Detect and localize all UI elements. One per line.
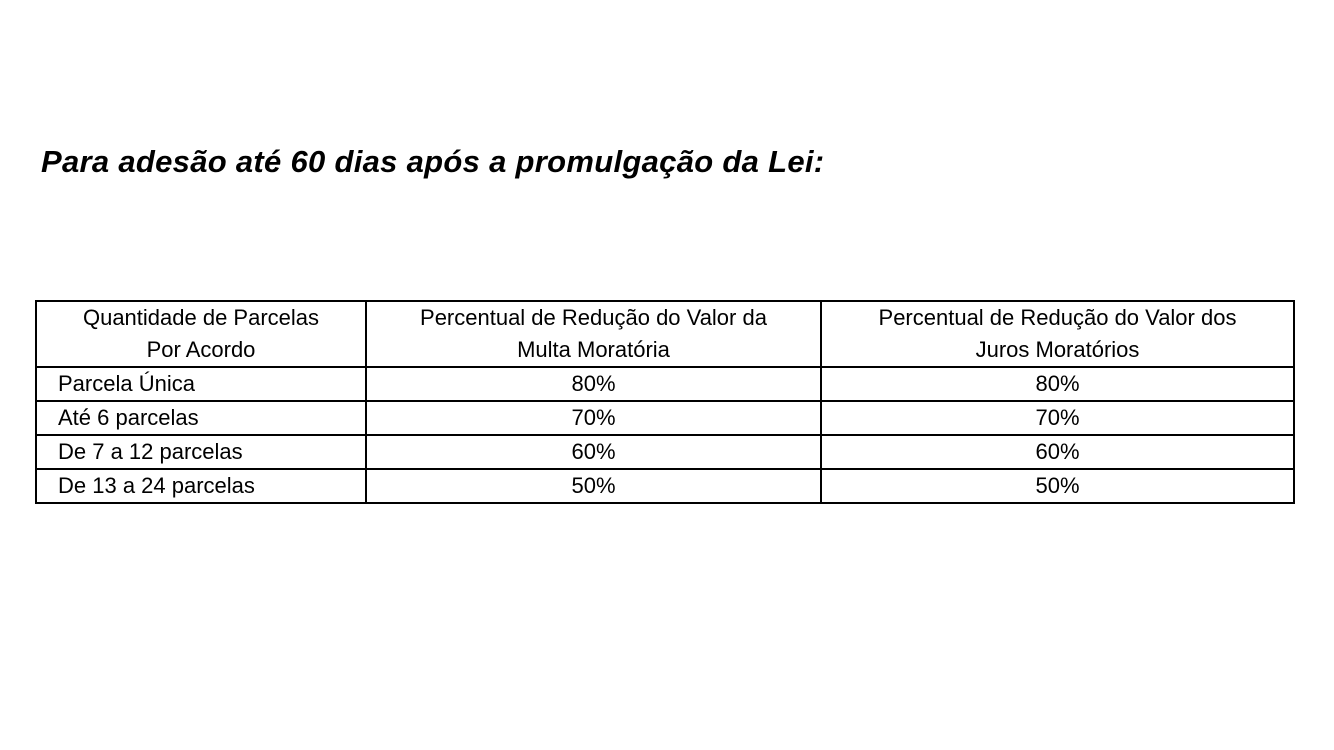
table-row [36, 367, 1294, 401]
col-header-line: Quantidade de Parcelas [82, 305, 320, 330]
cell-multa: 70% [366, 401, 821, 435]
col-header-reducao-juros [821, 301, 1294, 367]
cell-parcelas: De 13 a 24 parcelas [36, 469, 366, 503]
cell-parcelas: Até 6 parcelas [36, 401, 366, 435]
cell-juros: 80% [821, 367, 1294, 401]
cell-multa: 80% [366, 367, 821, 401]
col-header-quantidade-parcelas [36, 301, 366, 367]
cell-parcelas: De 7 a 12 parcelas [36, 435, 366, 469]
col-header-line: Por Acordo [146, 337, 256, 362]
reduction-table [35, 300, 1295, 504]
table-row [36, 469, 1294, 503]
col-header-line: Percentual de Redução do Valor dos [878, 305, 1237, 330]
col-header-line: Multa Moratória [517, 337, 670, 362]
col-header-reducao-multa [366, 301, 821, 367]
page-title: Para adesão até 60 dias após a promulgação da Lei: [41, 144, 825, 179]
col-header-line: Percentual de Redução do Valor da [420, 305, 767, 330]
cell-juros: 60% [821, 435, 1294, 469]
cell-multa: 50% [366, 469, 821, 503]
table-row [36, 401, 1294, 435]
cell-parcelas: Parcela Única [36, 367, 366, 401]
col-header-line: Juros Moratórios [975, 337, 1140, 362]
cell-juros: 50% [821, 469, 1294, 503]
cell-multa: 60% [366, 435, 821, 469]
cell-juros: 70% [821, 401, 1294, 435]
table-header-row [36, 301, 1294, 367]
table-row [36, 435, 1294, 469]
